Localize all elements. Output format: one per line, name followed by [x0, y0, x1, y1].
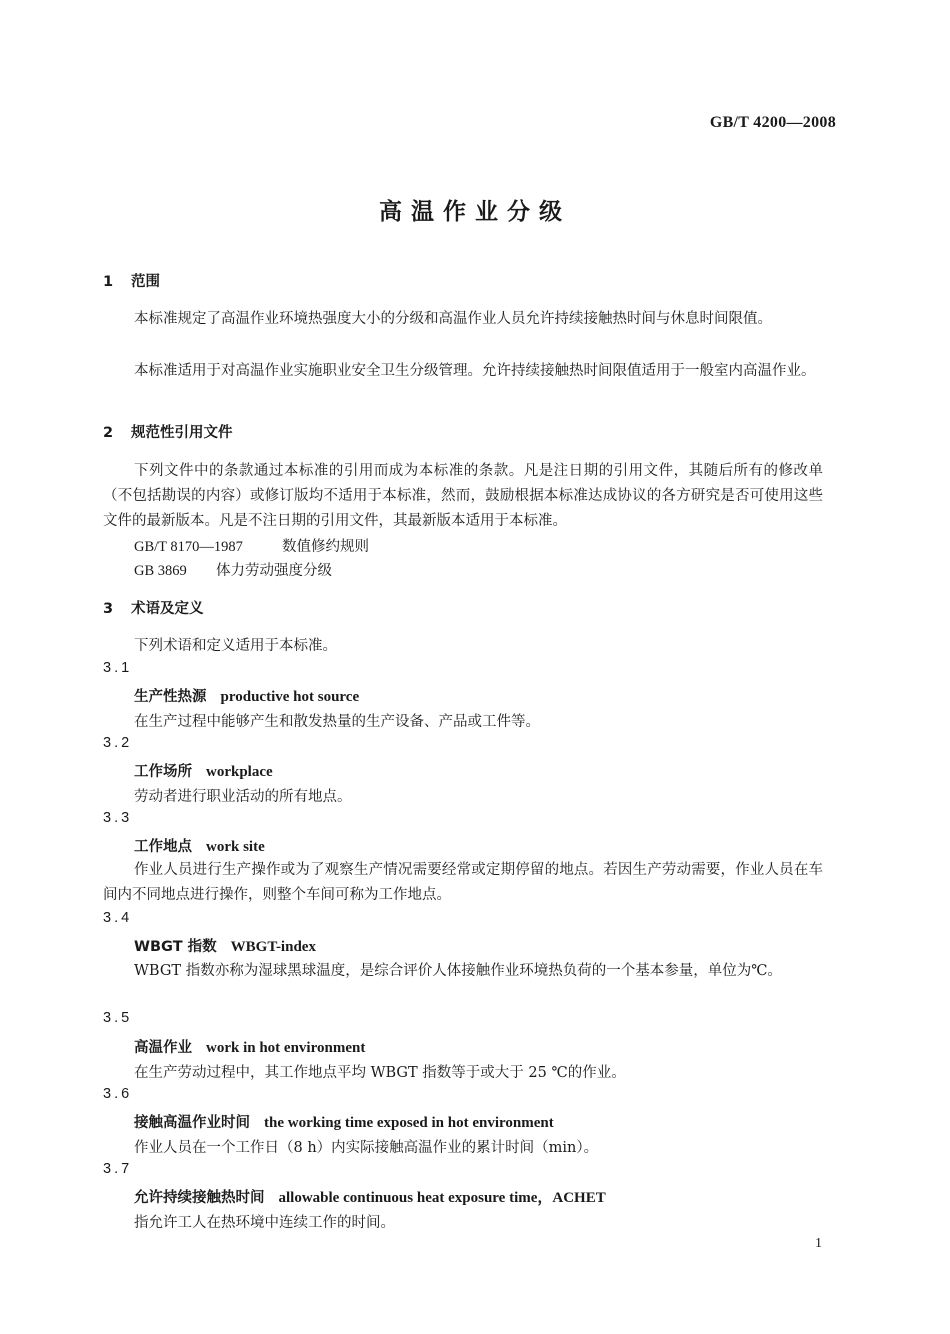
section-2-paragraph-1: 下列文件中的条款通过本标准的引用而成为本标准的条款。凡是注日期的引用文件，其随后所有的修改单（不包括勘误的内容）或修订版均不适用于本标准，然而，鼓励根据本标准达成协议的各方研究是否可使用这些文件的最新版本。凡是不注日期的引用文件，其最新版本适用于本标准。 [103, 463, 823, 529]
term-english: the working time exposed in hot environment [264, 1115, 554, 1131]
document-title: 高温作业分级 [379, 199, 571, 225]
section-number: 3 [103, 601, 114, 617]
term-entry [134, 1186, 606, 1207]
term-definition: 作业人员进行生产操作或为了观察生产情况需要经常或定期停留的地点。若因生产劳动需要，作业人员在车间内不同地点进行操作，则整个车间可称为工作地点。 [103, 862, 823, 903]
term-english: work in hot environment [206, 1040, 366, 1056]
reference-code: GB 3869 [134, 563, 187, 579]
section-1-heading [103, 270, 160, 291]
term-definition: 在生产过程中能够产生和散发热量的生产设备、产品或工件等。 [134, 714, 540, 730]
term-entry [134, 935, 316, 956]
term-definition: 在生产劳动过程中，其工作地点平均 WBGT 指数等于或大于 25 ℃的作业。 [134, 1065, 626, 1081]
term-chinese: 工作地点 [134, 839, 192, 855]
term-definition: 作业人员在一个工作日（8 h）内实际接触高温作业的累计时间（min）。 [134, 1140, 599, 1156]
section-3-intro: 下列术语和定义适用于本标准。 [134, 638, 337, 654]
normative-reference [134, 535, 369, 556]
term-english: WBGT-index [230, 939, 316, 955]
reference-code: GB/T 8170—1987 [134, 539, 243, 555]
section-1-paragraph-1: 本标准规定了高温作业环境热强度大小的分级和高温作业人员允许持续接触热时间与休息时间限值。 [134, 311, 772, 327]
term-english: allowable continuous heat exposure time，ACHET [278, 1190, 606, 1206]
term-english: work site [206, 839, 265, 855]
clause-number: 3.3 [103, 810, 133, 826]
section-number: 1 [103, 274, 114, 290]
section-3-heading [103, 597, 204, 618]
clause-number: 3.4 [103, 910, 133, 926]
section-title: 规范性引用文件 [131, 425, 233, 441]
term-english: productive hot source [220, 689, 360, 705]
section-number: 2 [103, 425, 114, 441]
normative-reference [134, 559, 332, 580]
term-english: workplace [206, 764, 273, 780]
clause-number: 3.2 [103, 735, 133, 751]
section-title: 范围 [131, 274, 160, 290]
page-number: 1 [815, 1236, 822, 1251]
term-chinese: 允许持续接触热时间 [134, 1190, 265, 1206]
term-entry [134, 1036, 365, 1057]
section-2-heading [103, 421, 233, 442]
term-chinese: 生产性热源 [134, 689, 207, 705]
section-1-paragraph-2: 本标准适用于对高温作业实施职业安全卫生分级管理。允许持续接触热时间限值适用于一般室内高温作业。 [134, 363, 816, 379]
term-definition: 劳动者进行职业活动的所有地点。 [134, 789, 352, 805]
term-entry [134, 760, 273, 781]
term-entry [134, 835, 265, 856]
term-chinese: 高温作业 [134, 1040, 192, 1056]
section-title: 术语及定义 [131, 601, 204, 617]
term-entry [134, 685, 359, 706]
term-chinese: 工作场所 [134, 764, 192, 780]
term-definition: 指允许工人在热环境中连续工作的时间。 [134, 1215, 395, 1231]
clause-number: 3.1 [103, 660, 133, 676]
reference-title: 体力劳动强度分级 [216, 563, 332, 579]
clause-number: 3.7 [103, 1161, 133, 1177]
term-entry [134, 1111, 554, 1132]
term-chinese: WBGT 指数 [134, 939, 217, 955]
clause-number: 3.5 [103, 1010, 133, 1026]
term-definition: WBGT 指数亦称为湿球黑球温度，是综合评价人体接触作业环境热负荷的一个基本参量，单位为℃。 [134, 963, 782, 979]
standard-code: GB/T 4200—2008 [709, 114, 836, 131]
clause-number: 3.6 [103, 1086, 133, 1102]
reference-title: 数值修约规则 [282, 539, 369, 555]
term-chinese: 接触高温作业时间 [134, 1115, 250, 1131]
